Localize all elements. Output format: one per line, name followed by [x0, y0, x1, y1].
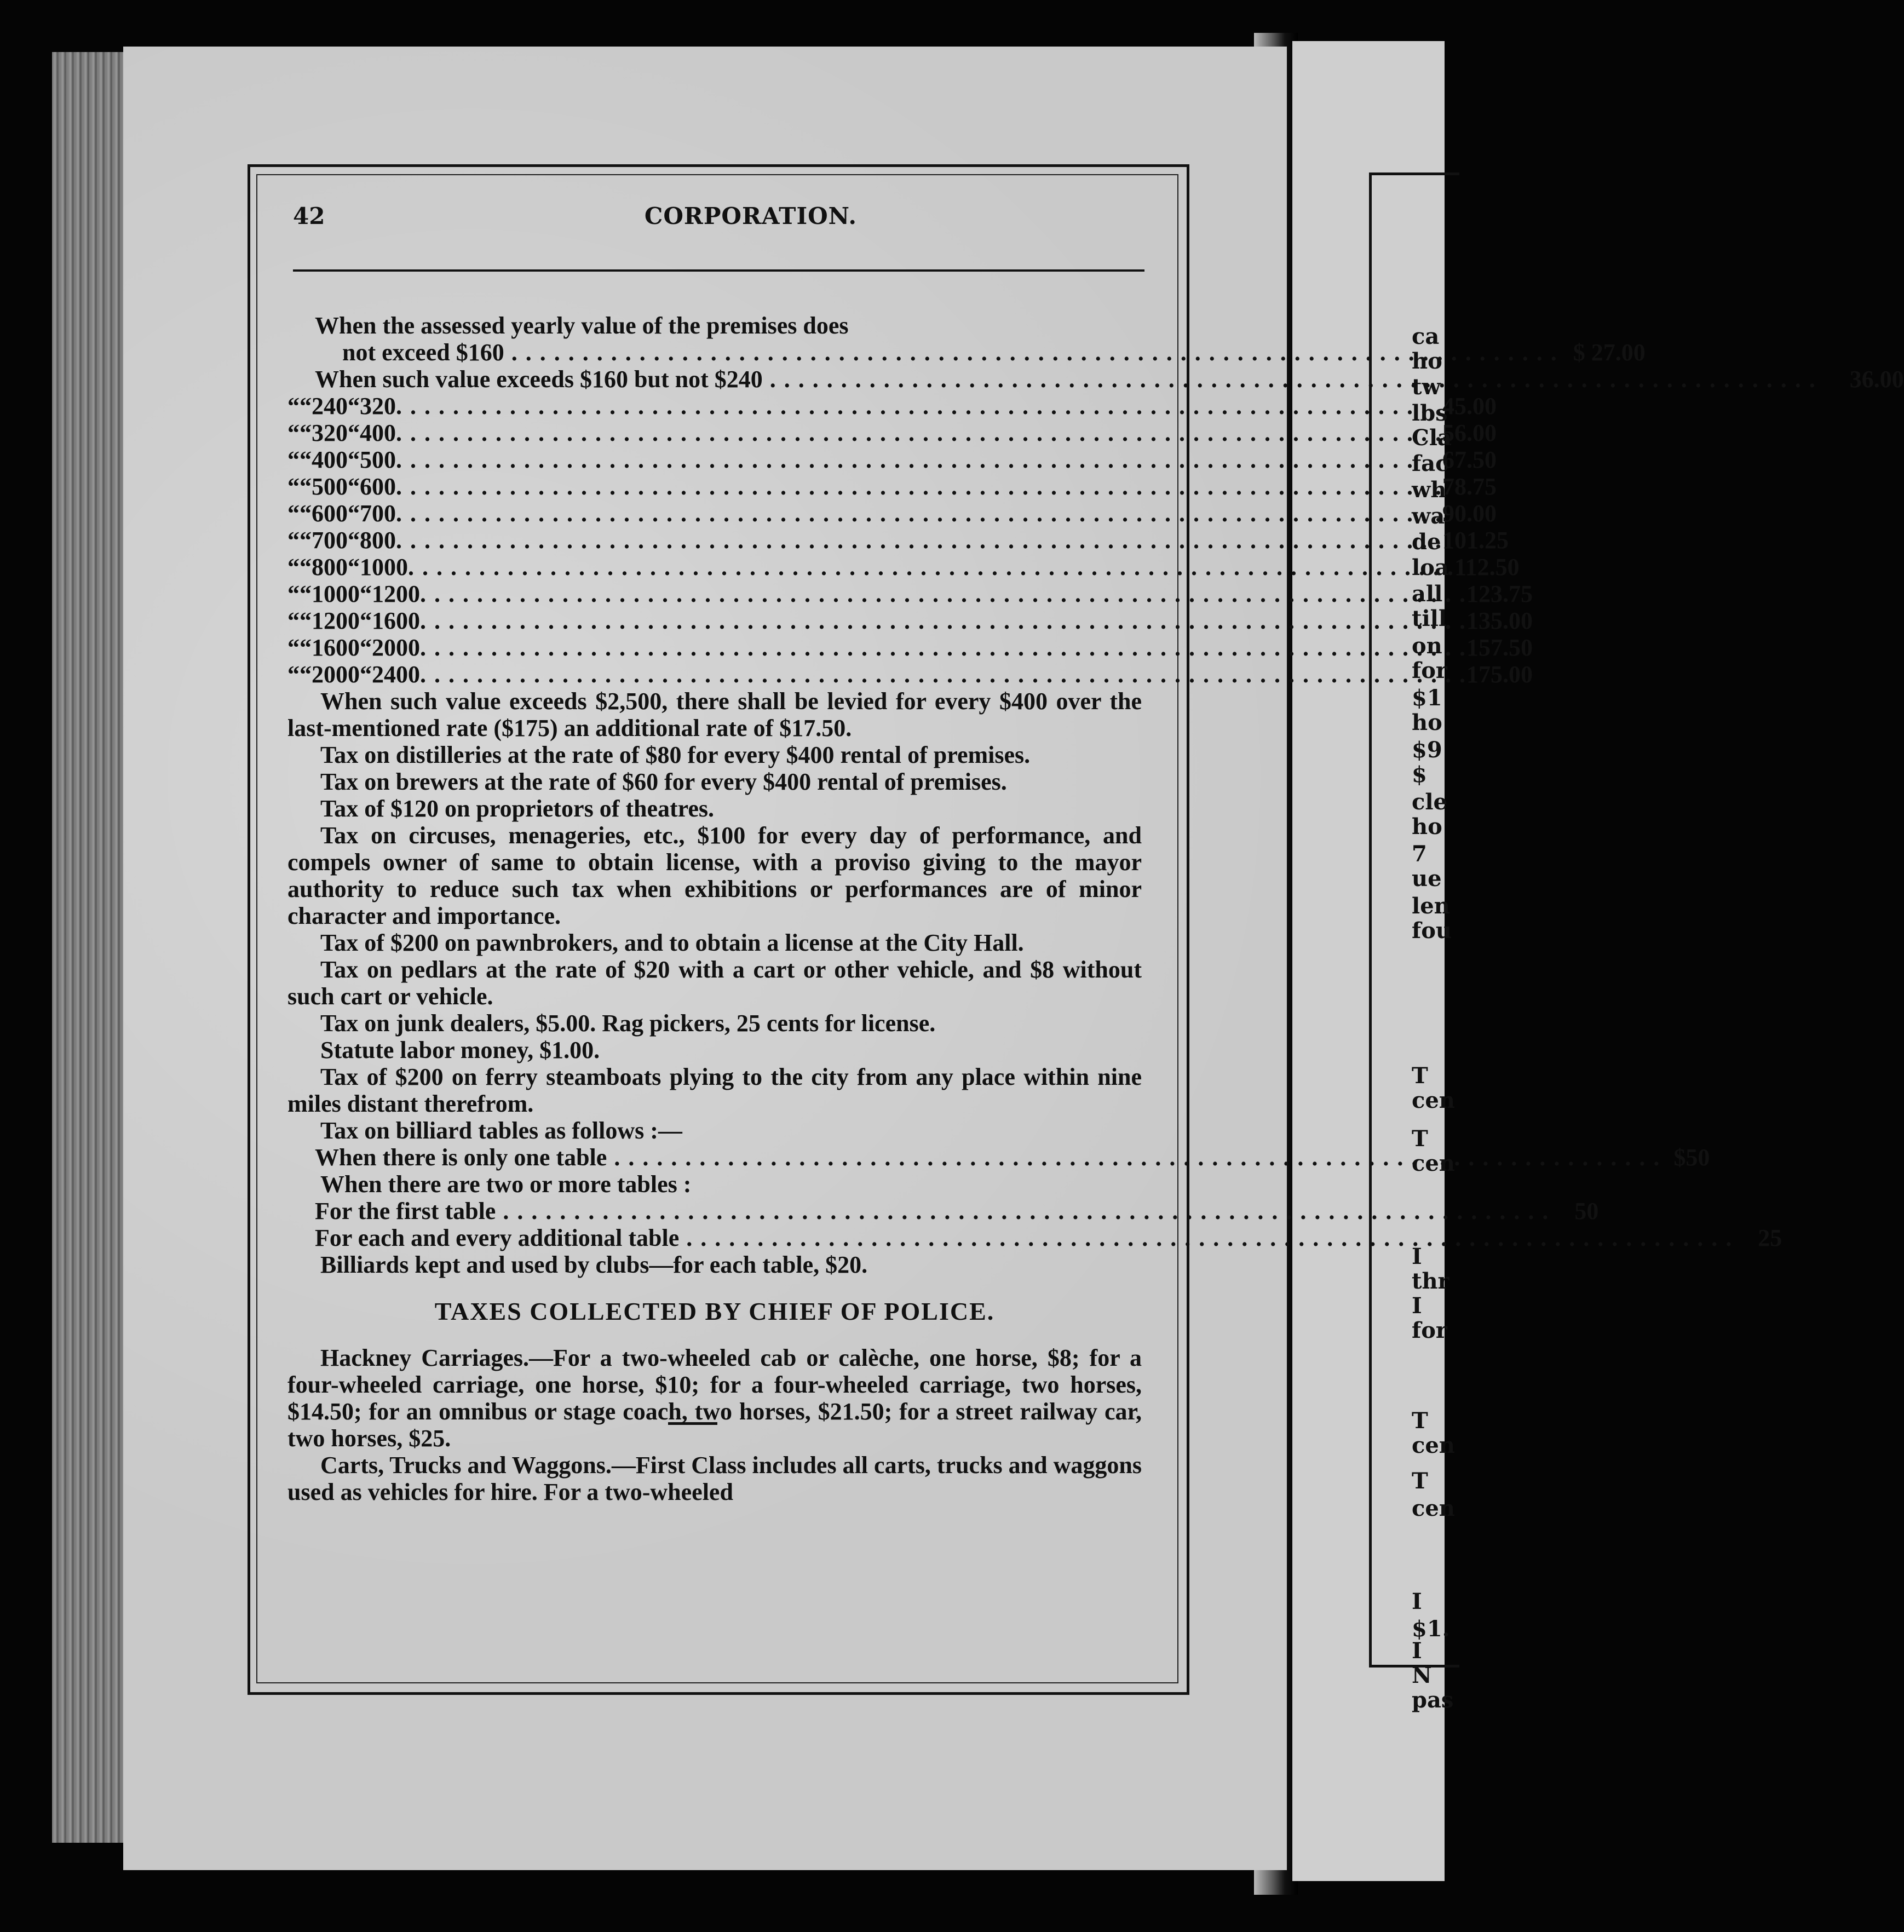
intro-line-1: When the assessed yearly value of the premises does [315, 312, 849, 339]
ditto-mark: “ [300, 527, 312, 554]
next-page-fragment: ca [1412, 324, 1440, 349]
next-page-fragment: 7 [1412, 841, 1427, 867]
next-page-fragment: loa [1412, 555, 1449, 580]
next-page-fragment: ho [1412, 710, 1442, 735]
leader-dots [420, 658, 1466, 688]
billiards-clubs: Billiards kept and used by clubs—for each table, $20. [320, 1251, 868, 1278]
leader-dots [496, 1198, 1549, 1224]
running-head [293, 203, 1144, 235]
next-page-fragment: tw [1412, 374, 1441, 400]
next-page [1292, 41, 1455, 1881]
rate-to: 1600 [372, 607, 420, 634]
ditto-mark: “ [287, 500, 300, 527]
ditto-mark: “ [300, 607, 312, 634]
ditto-mark: “ [300, 580, 312, 607]
rate-amount: 123.75 [1466, 580, 1533, 607]
page-number: 42 [293, 203, 325, 229]
ditto-mark: “ [287, 554, 300, 580]
rate-to: 2000 [372, 634, 420, 661]
rate-label: When there is only one table [315, 1144, 607, 1171]
next-page-fragment: T [1412, 1126, 1428, 1152]
next-page-fragment: thr [1412, 1268, 1449, 1294]
tax-paragraph: Statute labor money, $1.00. [320, 1037, 600, 1063]
billiards-additional-table [287, 1224, 1782, 1251]
tax-paragraph: Tax on circuses, menageries, etc., $100 for every day of performance, and compels owner of same to obtain license, with a proviso giving to the mayor authority to reduce such tax when exhibitions or performances are of minor character and importance. [287, 822, 1142, 929]
next-page-fragment: N [1412, 1663, 1432, 1688]
leader-dots [396, 393, 1442, 419]
ditto-mark: “ [287, 527, 300, 554]
leader-dots [420, 580, 1466, 607]
rate-amount: 101.25 [1442, 527, 1509, 554]
ditto-mark: “ [300, 473, 312, 500]
section-rule [668, 1422, 717, 1425]
rate-label: For the first table [315, 1198, 496, 1224]
rate-amount: $ 27.00 [1573, 339, 1646, 366]
rate-amount: 67.50 [1442, 446, 1497, 473]
section-heading: TAXES COLLECTED BY CHIEF OF POLICE. [434, 1297, 995, 1325]
rate-to: 600 [360, 473, 396, 500]
next-page-fragment: cen [1412, 1088, 1455, 1113]
ditto-mark: “ [348, 393, 360, 419]
ditto-mark: “ [300, 661, 312, 688]
ditto-mark: “ [300, 446, 312, 473]
ditto-mark: “ [348, 473, 360, 500]
next-page-fragment: for [1412, 658, 1447, 683]
tax-paragraph: Tax of $120 on proprietors of theatres. [320, 795, 715, 822]
rate-from: 2000 [312, 661, 360, 688]
billiards-two-or-more: When there are two or more tables : [320, 1171, 692, 1198]
next-page-fragment: for [1412, 1318, 1447, 1343]
next-page-fragment: cen [1412, 1151, 1455, 1176]
ditto-mark: “ [300, 554, 312, 580]
billiards-intro: Tax on billiard tables as follows :— [320, 1117, 682, 1144]
rate-to: 700 [360, 500, 396, 527]
next-page-fragment: Cla [1412, 425, 1452, 451]
section-paragraph: Carts, Trucks and Waggons.—First Class includes all carts, trucks and waggons used as vehicles for hire. For a two-wheeled [287, 1452, 1142, 1505]
rate-to: 500 [360, 446, 396, 473]
next-page-fragment: I [1412, 1638, 1422, 1664]
rate-amount: $50 [1673, 1144, 1710, 1171]
rate-from: 500 [312, 473, 348, 500]
next-page-fragment: cen [1412, 1433, 1455, 1458]
leader-dots [420, 634, 1466, 661]
tax-paragraph: Tax on distilleries at the rate of $80 for every $400 rental of premises. [320, 741, 1031, 768]
rate-from: 1600 [312, 634, 360, 661]
leader-dots [396, 527, 1442, 554]
next-page-fragment: fac [1412, 451, 1449, 476]
next-page-fragment: T [1412, 1468, 1428, 1494]
tax-paragraph: Tax of $200 on pawnbrokers, and to obtain a license at the City Hall. [320, 929, 1024, 956]
next-page-fragment: pas [1412, 1687, 1454, 1713]
ditto-mark: “ [287, 419, 300, 446]
next-page-fragment: ho [1412, 348, 1442, 374]
ditto-mark: “ [348, 419, 360, 446]
ditto-mark: “ [287, 580, 300, 607]
ditto-mark: “ [287, 607, 300, 634]
tax-paragraphs [287, 688, 1142, 1117]
ditto-mark: “ [348, 554, 360, 580]
rate-from: 700 [312, 527, 348, 554]
rate-amount: 112.50 [1454, 554, 1520, 580]
rate-amount: 90.00 [1442, 500, 1497, 527]
rate-label: For each and every additional table [315, 1224, 680, 1251]
header-rule [293, 269, 1144, 272]
rate-amount: 50 [1574, 1198, 1599, 1224]
rate-to: 400 [360, 419, 396, 446]
next-page-fragment: T [1412, 1063, 1428, 1089]
tax-paragraph: Tax on junk dealers, $5.00. Rag pickers, 25 cents for license. [320, 1010, 936, 1037]
next-page-fragment: len [1412, 893, 1450, 919]
page-title: CORPORATION. [644, 203, 857, 229]
rate-to: 2400 [372, 661, 420, 688]
section-paragraphs [287, 1344, 1142, 1505]
rate-to: 1200 [372, 580, 420, 607]
rate-from: 1000 [312, 580, 360, 607]
billiards-first-table [287, 1198, 1599, 1224]
ditto-mark: “ [300, 419, 312, 446]
next-page-fragment: I [1412, 1244, 1422, 1269]
rate-to: 1000 [360, 554, 408, 580]
tax-paragraph: Tax of $200 on ferry steamboats plying to the city from any place within nine miles distant therefrom. [287, 1063, 1142, 1117]
ditto-mark: “ [300, 393, 312, 419]
next-page-fragment: wa [1412, 503, 1445, 529]
ditto-mark: “ [360, 634, 372, 661]
rate-amount: 45.00 [1442, 393, 1497, 419]
ditto-mark: “ [360, 661, 372, 688]
rate-from: 1200 [312, 607, 360, 634]
ditto-mark: “ [287, 661, 300, 688]
ditto-mark: “ [360, 607, 372, 634]
ditto-mark: “ [360, 580, 372, 607]
rate-amount: 157.50 [1466, 634, 1533, 661]
rate-amount: 25 [1758, 1224, 1782, 1251]
rate-amount: 78.75 [1442, 473, 1497, 500]
rate-label: When such value exceeds $160 but not $240 [315, 366, 763, 393]
ditto-mark: “ [348, 527, 360, 554]
next-page-fragment: de [1412, 529, 1441, 555]
tax-paragraph: Tax on pedlars at the rate of $20 with a cart or other vehicle, and $8 without such cart or vehicle. [287, 956, 1142, 1010]
next-page-fragment: $9 [1412, 737, 1442, 763]
leader-dots [408, 554, 1454, 580]
leader-dots [763, 366, 1816, 393]
next-page-fragment: $1. [1412, 1616, 1450, 1642]
next-page-fragment: $ [1412, 762, 1427, 787]
leader-dots [396, 419, 1442, 446]
ditto-mark: “ [300, 634, 312, 661]
ditto-mark: “ [287, 446, 300, 473]
rate-amount: 175.00 [1466, 661, 1533, 688]
rate-amount: 36.00 [1849, 366, 1904, 393]
next-page-fragment: cle [1412, 789, 1447, 815]
next-page-fragment: lbs [1412, 400, 1448, 426]
rate-to: 800 [360, 527, 396, 554]
ditto-mark: “ [348, 500, 360, 527]
ditto-mark: “ [348, 446, 360, 473]
next-page-fragment: all [1412, 581, 1443, 607]
rate-from: 400 [312, 446, 348, 473]
next-page-fragment: I [1412, 1293, 1422, 1319]
next-page-fragment: I [1412, 1589, 1422, 1614]
rate-from: 600 [312, 500, 348, 527]
rate-label: not exceed $160 [342, 339, 504, 366]
leader-dots [504, 339, 1558, 366]
leader-dots [396, 473, 1442, 500]
rate-amount: 56.00 [1442, 419, 1497, 446]
section-paragraph: Hackney Carriages.—For a two-wheeled cab or calèche, one horse, $8; for a four-wheeled carriage, one horse, $10; for a four-wheeled carriage, two horses, $14.50; for an omnibus or stage coach, two horses, $21.50; for a street railway car, two horses, $25. [287, 1344, 1142, 1452]
next-page-fragment: T [1412, 1408, 1428, 1434]
ditto-mark: “ [287, 634, 300, 661]
rate-from: 800 [312, 554, 348, 580]
next-page-fragment: on [1412, 633, 1442, 659]
tax-paragraph: When such value exceeds $2,500, there shall be levied for every $400 over the last-mentioned rate ($175) an additional rate of $17.50. [287, 688, 1142, 741]
ditto-mark: “ [300, 500, 312, 527]
leader-dots [396, 446, 1442, 473]
next-page-fragment: cen [1412, 1496, 1455, 1521]
rate-to: 320 [360, 393, 396, 419]
leader-dots [607, 1144, 1660, 1171]
next-page-fragment: wh [1412, 477, 1447, 503]
next-page-fragment: $1 [1412, 685, 1442, 711]
leader-dots [420, 607, 1466, 634]
leader-dots [679, 1224, 1733, 1251]
rate-amount: 135.00 [1466, 607, 1533, 634]
rate-from: 320 [312, 419, 348, 446]
next-page-fragment: ue [1412, 866, 1442, 892]
next-page-fragment: ho [1412, 814, 1442, 840]
tax-paragraph: Tax on brewers at the rate of $60 for every $400 rental of premises. [320, 768, 1007, 795]
ditto-mark: “ [287, 393, 300, 419]
ditto-mark: “ [287, 473, 300, 500]
leader-dots [396, 500, 1442, 527]
rate-from: 240 [312, 393, 348, 419]
next-page-fragment: fou [1412, 918, 1452, 944]
next-page-fragment: till [1412, 606, 1447, 631]
